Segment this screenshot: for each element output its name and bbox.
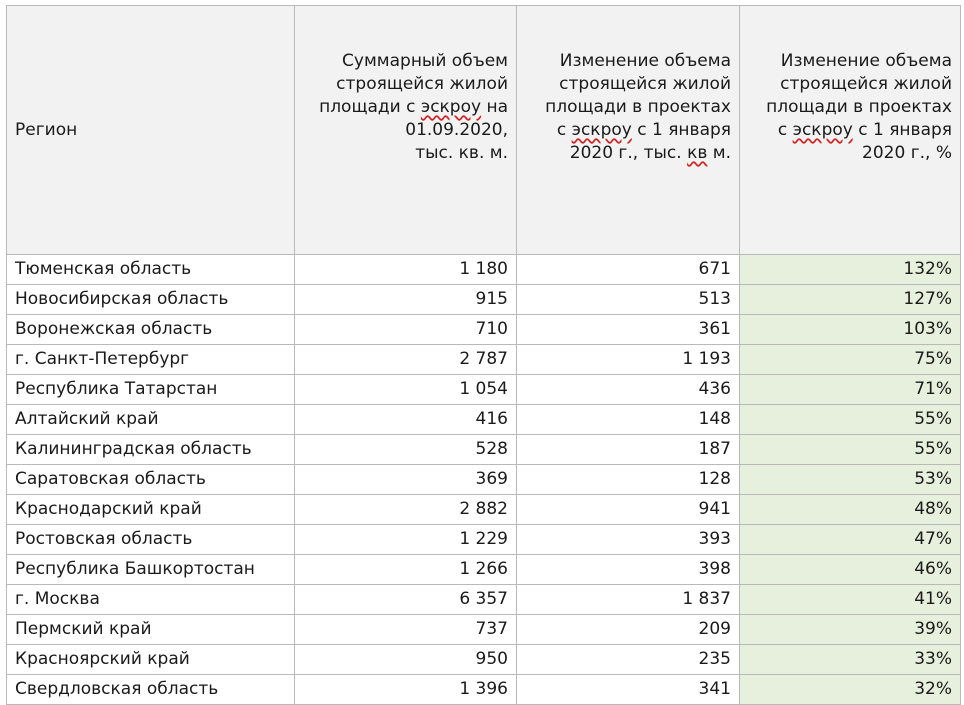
table-row bbox=[7, 645, 961, 675]
cell-region: Калининградская область bbox=[7, 435, 295, 465]
table-row bbox=[7, 675, 961, 705]
header-row bbox=[7, 6, 961, 255]
cell-change: 235 bbox=[517, 645, 740, 675]
header-change-line: строящейся жилой bbox=[559, 74, 731, 94]
table-row bbox=[7, 495, 961, 525]
cell-pct: 33% bbox=[740, 645, 961, 675]
cell-pct: 46% bbox=[740, 555, 961, 585]
cell-change: 941 bbox=[517, 495, 740, 525]
cell-change: 209 bbox=[517, 615, 740, 645]
header-pct-line: строящейся жилой bbox=[780, 74, 952, 94]
cell-change: 128 bbox=[517, 465, 740, 495]
table-row bbox=[7, 405, 961, 435]
cell-total: 6 357 bbox=[295, 585, 517, 615]
cell-change: 1 837 bbox=[517, 585, 740, 615]
header-change-line: площади в проектах bbox=[545, 97, 731, 117]
cell-pct: 41% bbox=[740, 585, 961, 615]
header-pct-line: с bbox=[777, 120, 793, 140]
header-total-line: строящейся жилой bbox=[336, 74, 508, 94]
header-region: Регион bbox=[7, 6, 295, 255]
cell-region: Алтайский край bbox=[7, 405, 295, 435]
cell-total: 528 bbox=[295, 435, 517, 465]
table-row bbox=[7, 525, 961, 555]
cell-pct: 55% bbox=[740, 435, 961, 465]
cell-total: 950 bbox=[295, 645, 517, 675]
cell-total: 369 bbox=[295, 465, 517, 495]
cell-region: Новосибирская область bbox=[7, 285, 295, 315]
cell-change: 513 bbox=[517, 285, 740, 315]
cell-change: 361 bbox=[517, 315, 740, 345]
cell-total: 737 bbox=[295, 615, 517, 645]
table-row bbox=[7, 345, 961, 375]
table-row bbox=[7, 615, 961, 645]
header-change-line: Изменение объема bbox=[559, 51, 731, 71]
cell-pct: 103% bbox=[740, 315, 961, 345]
header-total-line: площади с bbox=[319, 97, 421, 117]
cell-total: 416 bbox=[295, 405, 517, 435]
header-change-line: 2020 г., тыс. bbox=[569, 143, 688, 163]
cell-total: 915 bbox=[295, 285, 517, 315]
header-change-line: м. bbox=[707, 143, 731, 163]
cell-region: Республика Татарстан bbox=[7, 375, 295, 405]
cell-pct: 53% bbox=[740, 465, 961, 495]
cell-pct: 132% bbox=[740, 255, 961, 285]
cell-total: 1 054 bbox=[295, 375, 517, 405]
table-row bbox=[7, 255, 961, 285]
header-pct-line: с 1 января bbox=[852, 120, 952, 140]
header-total bbox=[295, 6, 517, 255]
cell-region: Свердловская область bbox=[7, 675, 295, 705]
cell-total: 1 180 bbox=[295, 255, 517, 285]
cell-region: Красноярский край bbox=[7, 645, 295, 675]
header-total-line: на bbox=[481, 97, 508, 117]
header-change-line: с 1 января bbox=[631, 120, 731, 140]
header-change-line: кв bbox=[687, 143, 708, 163]
table-row bbox=[7, 585, 961, 615]
table-row bbox=[7, 315, 961, 345]
cell-change: 341 bbox=[517, 675, 740, 705]
header-pct-line: Изменение объема bbox=[780, 51, 952, 71]
cell-change: 436 bbox=[517, 375, 740, 405]
escrow-table bbox=[6, 5, 961, 705]
cell-pct: 48% bbox=[740, 495, 961, 525]
table-row bbox=[7, 435, 961, 465]
header-pct-line: площади в проектах bbox=[766, 97, 952, 117]
header-total-line: тыс. кв. м. bbox=[415, 143, 508, 163]
header-total-line: 01.09.2020, bbox=[405, 120, 508, 140]
cell-region: г. Москва bbox=[7, 585, 295, 615]
cell-total: 1 396 bbox=[295, 675, 517, 705]
cell-change: 398 bbox=[517, 555, 740, 585]
cell-change: 148 bbox=[517, 405, 740, 435]
table-row bbox=[7, 285, 961, 315]
cell-change: 187 bbox=[517, 435, 740, 465]
header-pct bbox=[740, 6, 961, 255]
header-change bbox=[517, 6, 740, 255]
cell-region: Тюменская область bbox=[7, 255, 295, 285]
table-row bbox=[7, 465, 961, 495]
cell-pct: 47% bbox=[740, 525, 961, 555]
cell-total: 1 266 bbox=[295, 555, 517, 585]
cell-pct: 32% bbox=[740, 675, 961, 705]
cell-change: 671 bbox=[517, 255, 740, 285]
table-row bbox=[7, 555, 961, 585]
cell-pct: 55% bbox=[740, 405, 961, 435]
cell-total: 2 882 bbox=[295, 495, 517, 525]
header-pct-line: 2020 г., % bbox=[862, 143, 952, 163]
cell-total: 1 229 bbox=[295, 525, 517, 555]
header-change-line: эскроу bbox=[571, 120, 632, 140]
cell-change: 1 193 bbox=[517, 345, 740, 375]
header-total-line: Суммарный объем bbox=[342, 51, 508, 71]
cell-total: 710 bbox=[295, 315, 517, 345]
cell-region: Саратовская область bbox=[7, 465, 295, 495]
cell-pct: 75% bbox=[740, 345, 961, 375]
cell-change: 393 bbox=[517, 525, 740, 555]
cell-region: Республика Башкортостан bbox=[7, 555, 295, 585]
cell-pct: 127% bbox=[740, 285, 961, 315]
table-row bbox=[7, 375, 961, 405]
cell-total: 2 787 bbox=[295, 345, 517, 375]
cell-pct: 39% bbox=[740, 615, 961, 645]
cell-region: г. Санкт-Петербург bbox=[7, 345, 295, 375]
cell-region: Воронежская область bbox=[7, 315, 295, 345]
cell-region: Ростовская область bbox=[7, 525, 295, 555]
header-total-line: эскроу bbox=[420, 97, 482, 117]
cell-region: Пермский край bbox=[7, 615, 295, 645]
cell-pct: 71% bbox=[740, 375, 961, 405]
cell-region: Краснодарский край bbox=[7, 495, 295, 525]
header-change-line: с bbox=[556, 120, 572, 140]
header-pct-line: эскроу bbox=[792, 120, 853, 140]
